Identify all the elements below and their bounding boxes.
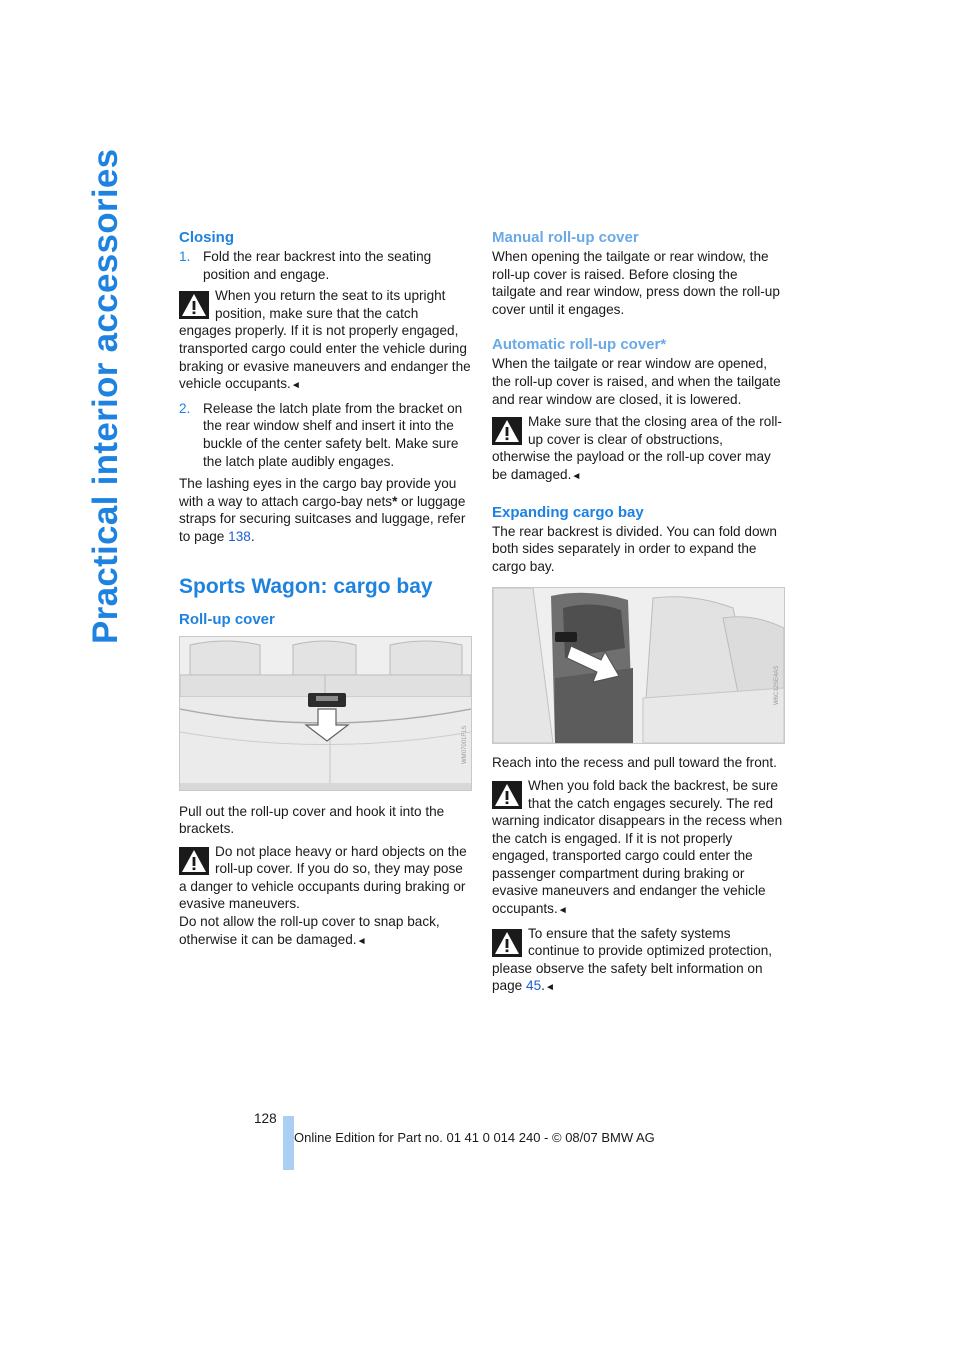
end-mark: ◄ bbox=[571, 470, 582, 482]
lashing-eyes-paragraph bbox=[179, 475, 471, 545]
warning-icon bbox=[492, 929, 522, 957]
left-column bbox=[179, 228, 471, 950]
side-section-title: Practical interior accessories bbox=[86, 148, 125, 644]
warning-block-3 bbox=[492, 413, 784, 485]
end-mark: ◄ bbox=[290, 380, 301, 392]
pullout-paragraph: Pull out the roll-up cover and hook it into the brackets. bbox=[179, 803, 445, 837]
lashing-text-cont: or luggage straps for securing suitcases and luggage, refer to page bbox=[179, 493, 466, 544]
warning-icon bbox=[492, 417, 522, 445]
warning-5-text: To ensure that the safety systems continue to provide optimized protection, please observe the safety belt information on page bbox=[492, 925, 773, 994]
section-heading: Sports Wagon: cargo bay bbox=[179, 574, 433, 598]
warning-icon bbox=[492, 781, 522, 809]
warning-1-text: When you return the seat to its upright position, make sure that the catch engages properly. If it is not properly engaged, transported cargo could enter the vehicle during braking or evasive maneuvers and endanger the vehicle occupants. bbox=[179, 288, 471, 392]
warning-icon bbox=[179, 847, 209, 875]
rollup-cover-figure bbox=[179, 636, 472, 791]
step-1-number: 1. bbox=[179, 249, 191, 264]
end-mark: ◄ bbox=[356, 935, 367, 947]
right-column bbox=[492, 228, 784, 997]
lashing-text: The lashing eyes in the cargo bay provide you with a way to attach cargo-bay nets bbox=[179, 476, 457, 509]
option-asterisk: * bbox=[392, 493, 398, 509]
warning-4-text: When you fold back the backrest, be sure that the catch engages securely. The red warning indicator disappears in the recess when the catch is engaged. If it is not properly engaged, transported cargo could enter the passenger compartment during braking or evasive maneuvers and endanger the vehicle occupants. bbox=[492, 777, 783, 917]
closing-steps bbox=[179, 248, 471, 283]
page-number: 128 bbox=[254, 1111, 277, 1126]
warning-5-end: . bbox=[541, 978, 545, 994]
expanding-cargo-paragraph: The rear backrest is divided. You can fold down both sides separately in order to expand the cargo bay. bbox=[492, 523, 777, 574]
warning-block-2 bbox=[179, 843, 471, 913]
footer-accent-bar bbox=[283, 1116, 294, 1170]
figure-2-code: W6C12SE4AS bbox=[774, 665, 780, 706]
expanding-cargo-heading: Expanding cargo bay bbox=[492, 503, 644, 521]
warning-3-text: Make sure that the closing area of the roll-up cover is clear of obstructions, otherwise the payload or the roll-up cover may be damaged. bbox=[492, 414, 782, 482]
automatic-rollup-heading: Automatic roll-up cover* bbox=[492, 336, 667, 354]
figure-1-code: WM07001F1S bbox=[462, 725, 468, 764]
end-mark: ◄ bbox=[544, 982, 555, 994]
backrest-figure bbox=[492, 587, 785, 744]
warning-2-extra-text: Do not allow the roll-up cover to snap back, otherwise it can be damaged. bbox=[179, 914, 440, 947]
step-1-text: Fold the rear backrest into the seating position and engage. bbox=[203, 249, 432, 282]
closing-steps-cont bbox=[179, 400, 471, 470]
automatic-rollup-paragraph: When the tailgate or rear window are opened, the roll-up cover is raised, and when the tailgate and rear window are closed, it is lowered. bbox=[492, 356, 781, 407]
manual-rollup-paragraph: When opening the tailgate or rear window, the roll-up cover is raised. Before closing the tailgate and rear window, press down the roll-up cover until it engages. bbox=[492, 249, 780, 317]
warning-block-1 bbox=[179, 287, 471, 395]
step-2 bbox=[179, 400, 471, 470]
closing-heading: Closing bbox=[179, 229, 234, 246]
warning-block-4 bbox=[492, 777, 784, 920]
rollup-cover-illustration bbox=[180, 637, 471, 790]
page-45-link[interactable]: 45 bbox=[526, 978, 542, 994]
page-138-link[interactable]: 138 bbox=[228, 528, 251, 544]
warning-2-extra bbox=[179, 913, 471, 950]
warning-icon bbox=[179, 291, 209, 319]
backrest-illustration bbox=[493, 588, 784, 743]
lashing-text-end: . bbox=[250, 528, 255, 544]
footer-edition-text: Online Edition for Part no. 01 41 0 014 240 - © 08/07 BMW AG bbox=[294, 1130, 655, 1145]
rollup-heading: Roll-up cover bbox=[179, 610, 275, 628]
manual-rollup-heading: Manual roll-up cover bbox=[492, 229, 639, 246]
reach-paragraph: Reach into the recess and pull toward the front. bbox=[492, 755, 777, 771]
warning-block-5 bbox=[492, 925, 784, 997]
step-2-text: Release the latch plate from the bracket on the rear window shelf and insert it into the buckle of the center safety belt. Make sure the latch plate audibly engages. bbox=[203, 400, 463, 469]
end-mark: ◄ bbox=[557, 905, 568, 917]
warning-2-text: Do not place heavy or hard objects on the roll-up cover. If you do so, they may pose a danger to vehicle occupants during braking or evasive maneuvers. bbox=[179, 843, 467, 912]
step-2-number: 2. bbox=[179, 400, 191, 416]
step-1 bbox=[179, 248, 471, 283]
